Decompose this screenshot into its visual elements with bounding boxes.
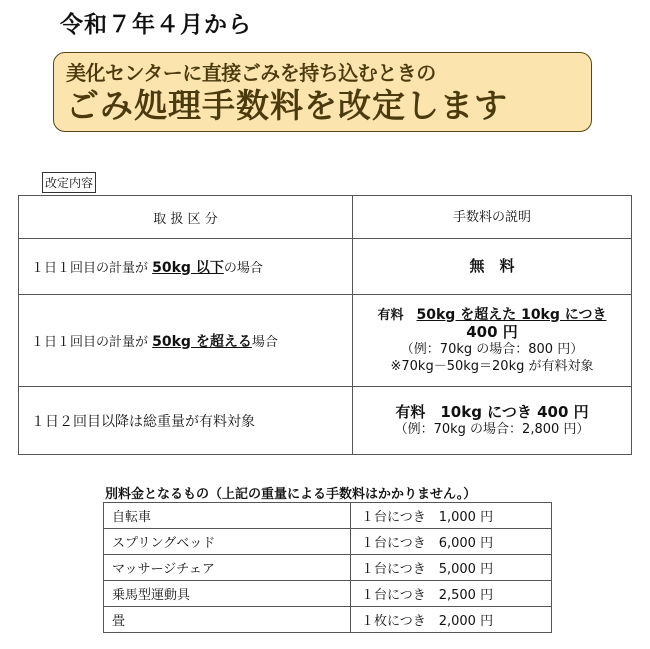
banner-title: ごみ処理手数料を改定します xyxy=(66,86,508,125)
section-label: 改定内容 xyxy=(42,172,96,193)
fee-table xyxy=(18,195,632,455)
table-row xyxy=(19,387,632,455)
fee-cell xyxy=(353,295,632,387)
fee-rate: 有料 10kg につき 400 円 xyxy=(395,402,589,421)
fee-cell: １台につき 2,500 円 xyxy=(351,581,552,607)
category-text: の場合 xyxy=(223,260,263,276)
table-row xyxy=(104,529,552,555)
table-header-row xyxy=(19,196,632,239)
table-row xyxy=(104,555,552,581)
fee-rate: 50kg を超えた 10kg につき xyxy=(416,306,607,323)
table-row xyxy=(104,581,552,607)
category-text: １日１回目の計量が xyxy=(31,260,153,276)
special-fee-table xyxy=(103,502,552,633)
item-cell: スプリングベッド xyxy=(104,529,351,555)
item-cell: 畳 xyxy=(104,607,351,633)
table-row xyxy=(104,503,552,529)
fee-cell: １台につき 1,000 円 xyxy=(351,503,552,529)
category-cell xyxy=(19,239,353,295)
fee-cell: １台につき 6,000 円 xyxy=(351,529,552,555)
table-row xyxy=(19,295,632,387)
category-cell: １日２回目以降は総重量が有料対象 xyxy=(19,387,353,455)
category-emphasis: 50kg を超える xyxy=(152,333,252,350)
item-cell: 自転車 xyxy=(104,503,351,529)
item-cell: マッサージチェア xyxy=(104,555,351,581)
category-text: １日１回目の計量が xyxy=(31,334,153,350)
category-emphasis: 50kg 以下 xyxy=(152,259,224,276)
fee-label: 有料 xyxy=(377,307,417,323)
category-cell xyxy=(19,295,353,387)
header-category: 取 扱 区 分 xyxy=(19,196,353,239)
fee-amount: 400 円 xyxy=(466,322,518,341)
fee-cell: １枚につき 2,000 円 xyxy=(351,607,552,633)
fee-cell: 無 料 xyxy=(353,239,632,295)
fee-example: （例：70kg の場合：2,800 円） xyxy=(394,421,590,437)
fee-cell: １台につき 5,000 円 xyxy=(351,555,552,581)
date-heading: 令和７年４月から xyxy=(60,12,252,38)
table-row xyxy=(19,239,632,295)
fee-note: ※70kg－50kg＝20kg が有料対象 xyxy=(390,358,594,374)
banner-subtitle: 美化センターに直接ごみを持ち込むときの xyxy=(66,61,436,85)
header-fee: 手数料の説明 xyxy=(353,196,632,239)
title-banner xyxy=(53,52,592,132)
fee-cell xyxy=(353,387,632,455)
category-text: 場合 xyxy=(251,334,278,350)
table-row xyxy=(104,607,552,633)
item-cell: 乗馬型運動具 xyxy=(104,581,351,607)
special-fee-heading: 別料金となるもの（上記の重量による手数料はかかりません。） xyxy=(105,487,477,502)
fee-example: （例：70kg の場合：800 円） xyxy=(400,341,584,357)
